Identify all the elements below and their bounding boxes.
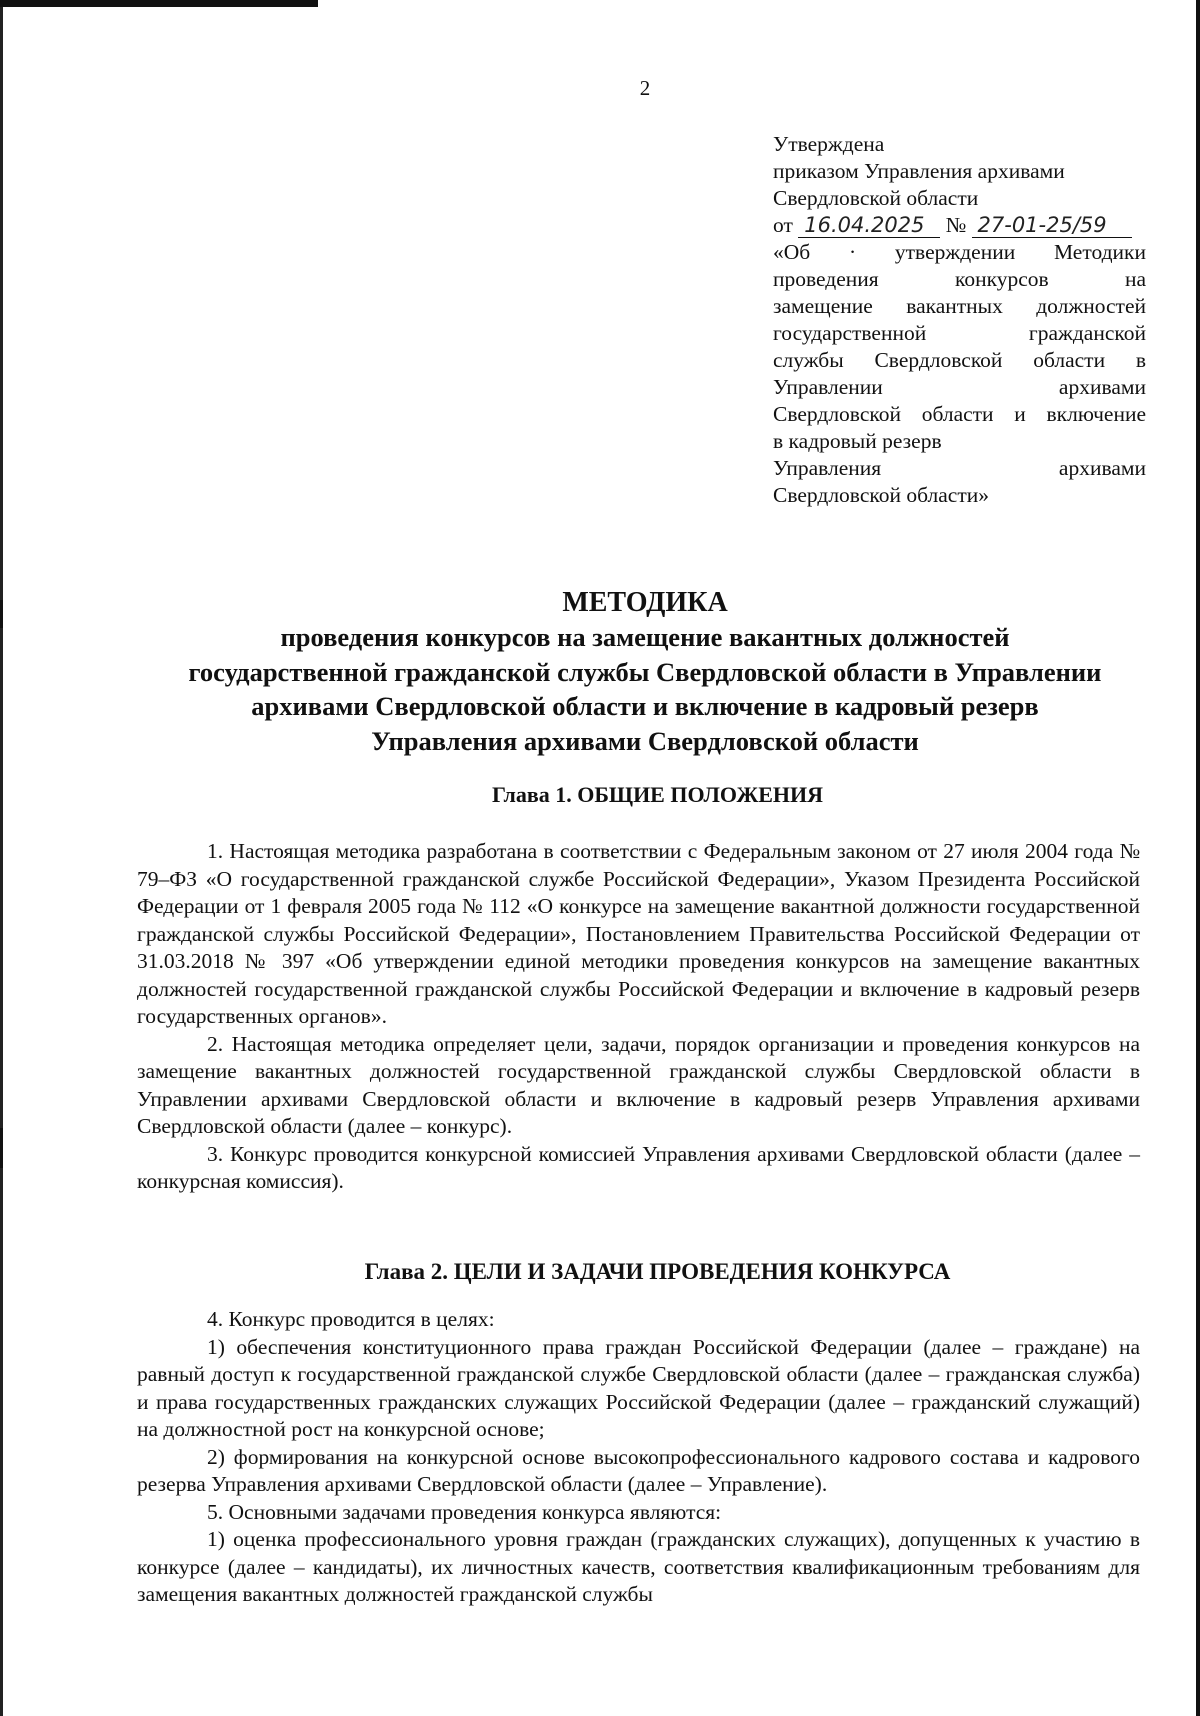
chapter-1-body (137, 838, 1140, 1196)
subtitle-line: проведения конкурсов на замещение вакантных должностей (280, 622, 1010, 652)
approval-title-line: Свердловской области» (773, 483, 989, 507)
paragraph: 3. Конкурс проводится конкурсной комиссией Управления архивами Свердловской области (далее – конкурсная комиссия). (137, 1141, 1140, 1193)
approval-title-line: Управления архивами (773, 456, 1146, 480)
paragraph: 1) обеспечения конституционного права граждан Российской Федерации (далее – граждане) на равный доступ к государственной гражданской службе Свердловской области (далее – гражданская служба) и права государственных гражданских служащих Российской Федерации (далее – гражданский служащий) на должностной рост на конкурсной основе; (137, 1334, 1140, 1441)
paragraph: 5. Основными задачами проведения конкурса являются: (207, 1499, 722, 1524)
chapter-2-heading: Глава 2. ЦЕЛИ И ЗАДАЧИ ПРОВЕДЕНИЯ КОНКУРСА (364, 1259, 951, 1284)
scan-artifact-top (0, 0, 318, 7)
number-prefix: № (945, 213, 967, 237)
approval-title-line: государственной гражданской (773, 321, 1146, 345)
approval-title-line: замещение вакантных должностей (773, 294, 1146, 318)
paragraph: 2) формирования на конкурсной основе высокопрофессионального кадрового состава и кадрового резерва Управления архивами Свердловской области (далее – Управление). (137, 1444, 1140, 1496)
document-subtitle (120, 620, 1170, 758)
paragraph: 4. Конкурс проводится в целях: (207, 1307, 495, 1331)
approval-title-line: Управлении архивами (773, 375, 1146, 399)
page-number: 2 (639, 76, 651, 100)
subtitle-line: государственной гражданской службы Свердловской области в Управлении (188, 656, 1102, 687)
handwritten-number: 27-01-25/59 (972, 213, 1132, 238)
scan-edge-left (0, 0, 3, 1716)
document-title: МЕТОДИКА (562, 587, 728, 618)
chapter-2-body (137, 1306, 1140, 1609)
approval-line: приказом Управления архивами (773, 159, 1065, 183)
scan-artifact-mark (0, 1128, 3, 1168)
paragraph: 1) оценка профессионального уровня граждан (гражданских служащих), допущенных к участию в конкурсе (далее – кандидаты), их личностных качеств, соответствия квалификационным требованиям для замещения вакантных должностей гражданской службы (137, 1527, 1140, 1606)
scan-edge-right (1196, 0, 1200, 1716)
approval-line: Свердловской области (773, 186, 979, 210)
date-prefix: от (773, 213, 793, 237)
approval-title-line: проведения конкурсов на (773, 267, 1146, 291)
paragraph: 2. Настоящая методика определяет цели, задачи, порядок организации и проведения конкурсов на замещение вакантных должностей государственной гражданской службы Свердловской области в Управлении архивами Свердловской области и включение в кадровый резерв Управления архивами Свердловской области (далее – конкурс). (137, 1031, 1140, 1138)
approval-title-line: в кадровый резерв (773, 429, 942, 453)
approval-date-row (773, 212, 1146, 239)
approval-title-line: Свердловской области и включение (773, 402, 1146, 426)
approval-line: Утверждена (773, 132, 885, 156)
chapter-1-heading: Глава 1. ОБЩИЕ ПОЛОЖЕНИЯ (492, 782, 823, 807)
subtitle-line: Управления архивами Свердловской области (371, 725, 919, 756)
approval-title-line: «Об · утверждении Методики (773, 240, 1146, 264)
approval-stamp-block (773, 131, 1146, 509)
approval-title-line: службы Свердловской области в (773, 348, 1146, 372)
subtitle-line: архивами Свердловской области и включение в кадровый резерв (251, 691, 1039, 721)
paragraph: 1. Настоящая методика разработана в соответствии с Федеральным законом от 27 июля 2004 года № 79–ФЗ «О государственной гражданской службе Российской Федерации», Указом Президента Российской Федерации от 1 февраля 2005 года № 112 «О конкурсе на замещение вакантной должности государственной гражданской службы Российской Федерации», Постановлением Правительства Российской Федерации от 31.03.2018 № 397 «Об утверждении единой методики проведения конкурсов на замещение вакантных должностей государственной гражданской службы Российской Федерации и включение в кадровый резерв государственных органов». (137, 839, 1140, 1028)
scan-artifact-mark (0, 600, 3, 628)
handwritten-date: 16.04.2025 (798, 213, 940, 238)
